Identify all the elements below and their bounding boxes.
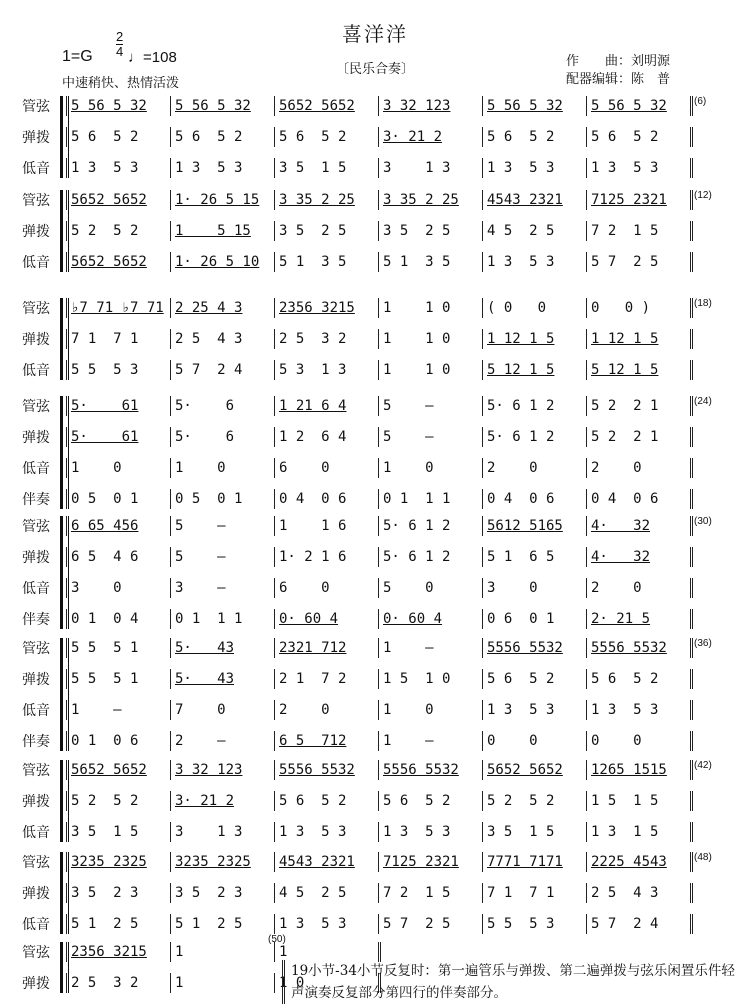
- composer-credit: [566, 50, 670, 69]
- part-row: [66, 96, 690, 116]
- measure: 7 2 1 5: [586, 221, 690, 241]
- measure: 5 3 1 3: [274, 360, 378, 380]
- score-subtitle: 〔民乐合奏〕: [335, 62, 414, 77]
- measure: 4 5 2 5: [482, 221, 586, 241]
- part-label: 低音: [22, 703, 50, 719]
- measure: 5· 6: [170, 396, 274, 416]
- measure: 5556 5532: [586, 638, 690, 658]
- measure: 3 35 2 25: [378, 190, 482, 210]
- measure: 5· 6 1 2: [482, 396, 586, 416]
- measure: 1 5 1 0: [378, 669, 482, 689]
- measure: 1 3 5 3: [586, 700, 690, 720]
- part-label: 管弦: [22, 519, 50, 535]
- measure: 1 3 5 3: [482, 252, 586, 272]
- measure: 5 56 5 32: [482, 96, 586, 116]
- part-label: 管弦: [22, 193, 50, 209]
- part-row: [66, 547, 690, 567]
- part-label: 低音: [22, 255, 50, 271]
- measure: 5 7 2 4: [170, 360, 274, 380]
- measure: 5 12 1 5: [586, 360, 690, 380]
- end-barline: [66, 822, 693, 842]
- part-label: 管弦: [22, 945, 50, 961]
- measure: 5 7 2 5: [378, 914, 482, 934]
- measure: 5652 5652: [66, 760, 170, 780]
- measure: 5556 5532: [378, 760, 482, 780]
- end-barline: [66, 578, 693, 598]
- measure: 1 0: [66, 458, 170, 478]
- part-row: [66, 914, 690, 934]
- measure: 0 4 0 6: [274, 489, 378, 509]
- measure: 7 1 7 1: [482, 883, 586, 903]
- measure: 2356 3215: [274, 298, 378, 318]
- measure: 3 1 3: [170, 822, 274, 842]
- measure: 0 0 ): [586, 298, 690, 318]
- measure: 0 0: [482, 731, 586, 751]
- part-label: 弹拨: [22, 430, 50, 446]
- end-barline: [66, 396, 693, 416]
- measure: 2 0: [482, 458, 586, 478]
- measure: 2 –: [170, 731, 274, 751]
- time-signature: [116, 30, 123, 59]
- measure: 3 35 2 25: [274, 190, 378, 210]
- measure: ♭7 71 ♭7 71: [66, 298, 170, 318]
- measure: 3 –: [170, 578, 274, 598]
- measure: 1 3 5 3: [378, 822, 482, 842]
- part-label: 低音: [22, 161, 50, 177]
- arranger-credit: [566, 68, 670, 87]
- key-signature: 1=G: [62, 48, 93, 65]
- measure: 1 0: [170, 458, 274, 478]
- measure: 5 12 1 5: [482, 360, 586, 380]
- expression-marking: 中速稍快、热情活泼: [62, 76, 180, 91]
- end-barline: [66, 700, 693, 720]
- measure: 1 5 15: [170, 221, 274, 241]
- part-label: 弹拨: [22, 332, 50, 348]
- measure: 2356 3215: [66, 942, 170, 962]
- measure: 5 5 5 1: [66, 669, 170, 689]
- measure: 4543 2321: [274, 852, 378, 872]
- measure: 1 3 5 3: [586, 158, 690, 178]
- measure: 5 6 5 2: [482, 127, 586, 147]
- measure: 1 –: [378, 731, 482, 751]
- measure: 3 32 123: [170, 760, 274, 780]
- measure: 2321 712: [274, 638, 378, 658]
- measure: 2· 21 5: [586, 609, 690, 629]
- end-barline: [66, 638, 693, 658]
- part-row: [66, 489, 690, 509]
- measure: 4543 2321: [482, 190, 586, 210]
- part-row: [66, 360, 690, 380]
- measure-number: (42): [694, 760, 712, 771]
- measure: 0· 60 4: [378, 609, 482, 629]
- measure-number: (18): [694, 298, 712, 309]
- end-barline: [66, 158, 693, 178]
- end-barline: [66, 914, 693, 934]
- end-barline: [66, 427, 693, 447]
- part-row: [66, 427, 690, 447]
- end-barline: [66, 547, 693, 567]
- end-barline: [66, 731, 693, 751]
- measure: 3 32 123: [378, 96, 482, 116]
- measure: 0 1 0 6: [66, 731, 170, 751]
- measure: 4· 32: [586, 516, 690, 536]
- measure: 5 1 6 5: [482, 547, 586, 567]
- measure: 6 5 4 6: [66, 547, 170, 567]
- measure: 1· 2 1 6: [274, 547, 378, 567]
- measure: 1 12 1 5: [482, 329, 586, 349]
- measure: 3 5 1 5: [66, 822, 170, 842]
- measure: 1· 26 5 10: [170, 252, 274, 272]
- measure: 5652 5652: [66, 252, 170, 272]
- measure: 5 –: [170, 516, 274, 536]
- measure-number: (12): [694, 190, 712, 201]
- repeat-footnote: 19小节-34小节反复时：第一遍管乐与弹拨、第二遍弹拨与弦乐闲置乐件轻声演奏反复部分第四行的伴奏部分。: [282, 960, 735, 1004]
- tempo-marking: ♩=108: [128, 49, 177, 66]
- measure: 5· 43: [170, 669, 274, 689]
- measure: 1 –: [66, 700, 170, 720]
- composer-name: 刘明源: [631, 54, 671, 69]
- part-label: 管弦: [22, 399, 50, 415]
- end-barline: [66, 883, 693, 903]
- part-row: [66, 669, 690, 689]
- part-row: [66, 791, 690, 811]
- end-barline: [66, 791, 693, 811]
- measure: 5 –: [378, 427, 482, 447]
- measure: 5 5 5 3: [66, 360, 170, 380]
- measure: 5 5 5 1: [66, 638, 170, 658]
- part-label: 弹拨: [22, 976, 50, 992]
- measure: 5 6 5 2: [274, 791, 378, 811]
- measure: 3· 21 2: [170, 791, 274, 811]
- end-barline: [66, 298, 693, 318]
- part-label: 管弦: [22, 641, 50, 657]
- measure: 2 5 4 3: [170, 329, 274, 349]
- measure: 5612 5165: [482, 516, 586, 536]
- part-label: 管弦: [22, 855, 50, 871]
- end-barline: [66, 252, 693, 272]
- measure: 0 4 0 6: [482, 489, 586, 509]
- part-label: 弹拨: [22, 672, 50, 688]
- part-label: 弹拨: [22, 794, 50, 810]
- measure: 0· 60 4: [274, 609, 378, 629]
- measure: 5556 5532: [274, 760, 378, 780]
- measure: 1 3 5 3: [170, 158, 274, 178]
- measure: 5 6 5 2: [170, 127, 274, 147]
- part-row: [66, 852, 690, 872]
- end-barline: [66, 96, 693, 116]
- measure: 1 3 5 3: [482, 158, 586, 178]
- end-barline: [66, 669, 693, 689]
- end-barline: [66, 609, 693, 629]
- measure: 5 2 2 1: [586, 427, 690, 447]
- measure: 5 7 2 4: [586, 914, 690, 934]
- measure: 3 5 2 5: [378, 221, 482, 241]
- measure: 5 6 5 2: [66, 127, 170, 147]
- measure: 5 6 5 2: [586, 669, 690, 689]
- meter-bottom: 4: [116, 44, 124, 59]
- part-label: 伴奏: [22, 492, 50, 508]
- measure: 0 5 0 1: [170, 489, 274, 509]
- end-barline: [66, 329, 693, 349]
- measure: 1 21 6 4: [274, 396, 378, 416]
- measure-number: (48): [694, 852, 712, 863]
- measure: 6 5 712: [274, 731, 378, 751]
- measure: 6 0: [274, 458, 378, 478]
- measure: 1 0: [378, 458, 482, 478]
- measure: 1 3 5 3: [274, 914, 378, 934]
- measure: 3· 21 2: [378, 127, 482, 147]
- part-label: 管弦: [22, 301, 50, 317]
- measure: 3 5 1 5: [274, 158, 378, 178]
- part-row: [66, 516, 690, 536]
- part-label: 伴奏: [22, 734, 50, 750]
- measure: 1: [274, 942, 378, 962]
- measure: 2 1 7 2: [274, 669, 378, 689]
- measure: 0 1 1 1: [170, 609, 274, 629]
- part-row: [66, 578, 690, 598]
- measure: 3 0: [482, 578, 586, 598]
- measure: 3235 2325: [66, 852, 170, 872]
- part-label: 管弦: [22, 99, 50, 115]
- measure: 5 56 5 32: [586, 96, 690, 116]
- part-row: [66, 700, 690, 720]
- part-label: 低音: [22, 363, 50, 379]
- measure-number: (30): [694, 516, 712, 527]
- measure: 5 2 2 1: [586, 396, 690, 416]
- part-label: 低音: [22, 581, 50, 597]
- part-row: [66, 609, 690, 629]
- measure: 5 6 5 2: [378, 791, 482, 811]
- measure: 1 –: [378, 638, 482, 658]
- part-row: [66, 942, 378, 962]
- measure: 2 0: [274, 700, 378, 720]
- measure: 1265 1515: [586, 760, 690, 780]
- end-barline: [66, 760, 693, 780]
- measure: 3 5 2 5: [274, 221, 378, 241]
- measure: 7771 7171: [482, 852, 586, 872]
- measure: 0 1 0 4: [66, 609, 170, 629]
- measure-number: (36): [694, 638, 712, 649]
- measure: 4· 32: [586, 547, 690, 567]
- end-barline: [66, 190, 693, 210]
- measure: 5 6 5 2: [586, 127, 690, 147]
- part-label: 低音: [22, 461, 50, 477]
- measure: 4 5 2 5: [274, 883, 378, 903]
- part-row: [66, 731, 690, 751]
- part-row: [66, 760, 690, 780]
- end-barline: [66, 360, 693, 380]
- measure: 1 1 6: [274, 516, 378, 536]
- measure: 5 7 2 5: [586, 252, 690, 272]
- part-row: [66, 252, 690, 272]
- end-barline: [66, 127, 693, 147]
- part-row: [66, 396, 690, 416]
- measure: 1 1 0: [378, 360, 482, 380]
- part-row: [66, 638, 690, 658]
- composer-label: 作 曲：: [566, 54, 632, 69]
- measure: 1 0: [274, 973, 378, 993]
- measure: 0 5 0 1: [66, 489, 170, 509]
- part-label: 弹拨: [22, 130, 50, 146]
- part-row: [66, 458, 690, 478]
- end-barline: [66, 489, 693, 509]
- part-row: [66, 298, 690, 318]
- end-barline: [66, 852, 693, 872]
- measure: ( 0 0: [482, 298, 586, 318]
- end-barline: [66, 516, 693, 536]
- measure: 5· 43: [170, 638, 274, 658]
- measure: 3 0: [66, 578, 170, 598]
- measure: 5 56 5 32: [66, 96, 170, 116]
- measure: 0 0: [586, 731, 690, 751]
- measure: 3 5 2 3: [66, 883, 170, 903]
- measure: 2 5 4 3: [586, 883, 690, 903]
- part-label: 低音: [22, 825, 50, 841]
- arranger-name: 陈 普: [631, 72, 671, 87]
- measure: 5· 6 1 2: [378, 516, 482, 536]
- arranger-label: 配器编辑：: [566, 72, 632, 87]
- part-label: 伴奏: [22, 612, 50, 628]
- part-row: [66, 190, 690, 210]
- measure: 7125 2321: [586, 190, 690, 210]
- measure: 5 6 5 2: [482, 669, 586, 689]
- measure-number: (24): [694, 396, 712, 407]
- measure: 5 6 5 2: [274, 127, 378, 147]
- measure: 5 56 5 32: [170, 96, 274, 116]
- measure: 2 5 3 2: [274, 329, 378, 349]
- part-row: [66, 221, 690, 241]
- measure: 1 3 5 3: [66, 158, 170, 178]
- measure: 5 5 5 3: [482, 914, 586, 934]
- measure: 1 3 1 5: [586, 822, 690, 842]
- measure-number: (6): [694, 96, 707, 107]
- measure: 3235 2325: [170, 852, 274, 872]
- end-barline: [66, 458, 693, 478]
- part-label: 弹拨: [22, 224, 50, 240]
- measure: 2 5 3 2: [66, 973, 170, 993]
- measure: 1 3 5 3: [274, 822, 378, 842]
- measure: 5 1 3 5: [378, 252, 482, 272]
- measure: 7 0: [170, 700, 274, 720]
- measure: 1: [170, 973, 274, 993]
- measure: 2 0: [586, 458, 690, 478]
- measure: 5 2 5 2: [66, 221, 170, 241]
- measure: 7 1 7 1: [66, 329, 170, 349]
- end-barline: [66, 221, 693, 241]
- measure: 5556 5532: [482, 638, 586, 658]
- measure: 3 5 1 5: [482, 822, 586, 842]
- footnote-measure-number: (50): [268, 934, 286, 945]
- measure: 5 –: [170, 547, 274, 567]
- measure: 1 2 6 4: [274, 427, 378, 447]
- measure: 5652 5652: [482, 760, 586, 780]
- measure: 2 0: [586, 578, 690, 598]
- measure: 0 6 0 1: [482, 609, 586, 629]
- measure: 2 25 4 3: [170, 298, 274, 318]
- measure: 0 4 0 6: [586, 489, 690, 509]
- measure: 6 0: [274, 578, 378, 598]
- measure: 1: [170, 942, 274, 962]
- measure: 1 3 5 3: [482, 700, 586, 720]
- part-row: [66, 127, 690, 147]
- measure: 1 0: [378, 700, 482, 720]
- part-row: [66, 883, 690, 903]
- measure: 3 1 3: [378, 158, 482, 178]
- measure: 5· 61: [66, 427, 170, 447]
- measure: 7 2 1 5: [378, 883, 482, 903]
- measure: 5 1 3 5: [274, 252, 378, 272]
- measure: 5· 6: [170, 427, 274, 447]
- part-row: [66, 822, 690, 842]
- measure: 1 1 0: [378, 329, 482, 349]
- part-label: 弹拨: [22, 886, 50, 902]
- measure: 5 0: [378, 578, 482, 598]
- measure: 6 65 456: [66, 516, 170, 536]
- measure: 7125 2321: [378, 852, 482, 872]
- measure: 5 1 2 5: [66, 914, 170, 934]
- measure: 1 12 1 5: [586, 329, 690, 349]
- part-label: 低音: [22, 917, 50, 933]
- measure: 1 1 0: [378, 298, 482, 318]
- measure: 5652 5652: [66, 190, 170, 210]
- measure: 5 2 5 2: [482, 791, 586, 811]
- measure: 5 –: [378, 396, 482, 416]
- measure: 0 1 1 1: [378, 489, 482, 509]
- measure: 1 5 1 5: [586, 791, 690, 811]
- measure: 5652 5652: [274, 96, 378, 116]
- measure: 5· 6 1 2: [482, 427, 586, 447]
- measure: 5 1 2 5: [170, 914, 274, 934]
- measure: 5· 6 1 2: [378, 547, 482, 567]
- meter-top: 2: [116, 29, 124, 44]
- score-title: 喜洋洋: [342, 22, 408, 46]
- measure: 2225 4543: [586, 852, 690, 872]
- part-label: 弹拨: [22, 550, 50, 566]
- part-label: 管弦: [22, 763, 50, 779]
- end-barline: [66, 942, 381, 962]
- part-row: [66, 329, 690, 349]
- measure: 1· 26 5 15: [170, 190, 274, 210]
- part-row: [66, 158, 690, 178]
- measure: 3 5 2 3: [170, 883, 274, 903]
- measure: 5· 61: [66, 396, 170, 416]
- measure: 5 2 5 2: [66, 791, 170, 811]
